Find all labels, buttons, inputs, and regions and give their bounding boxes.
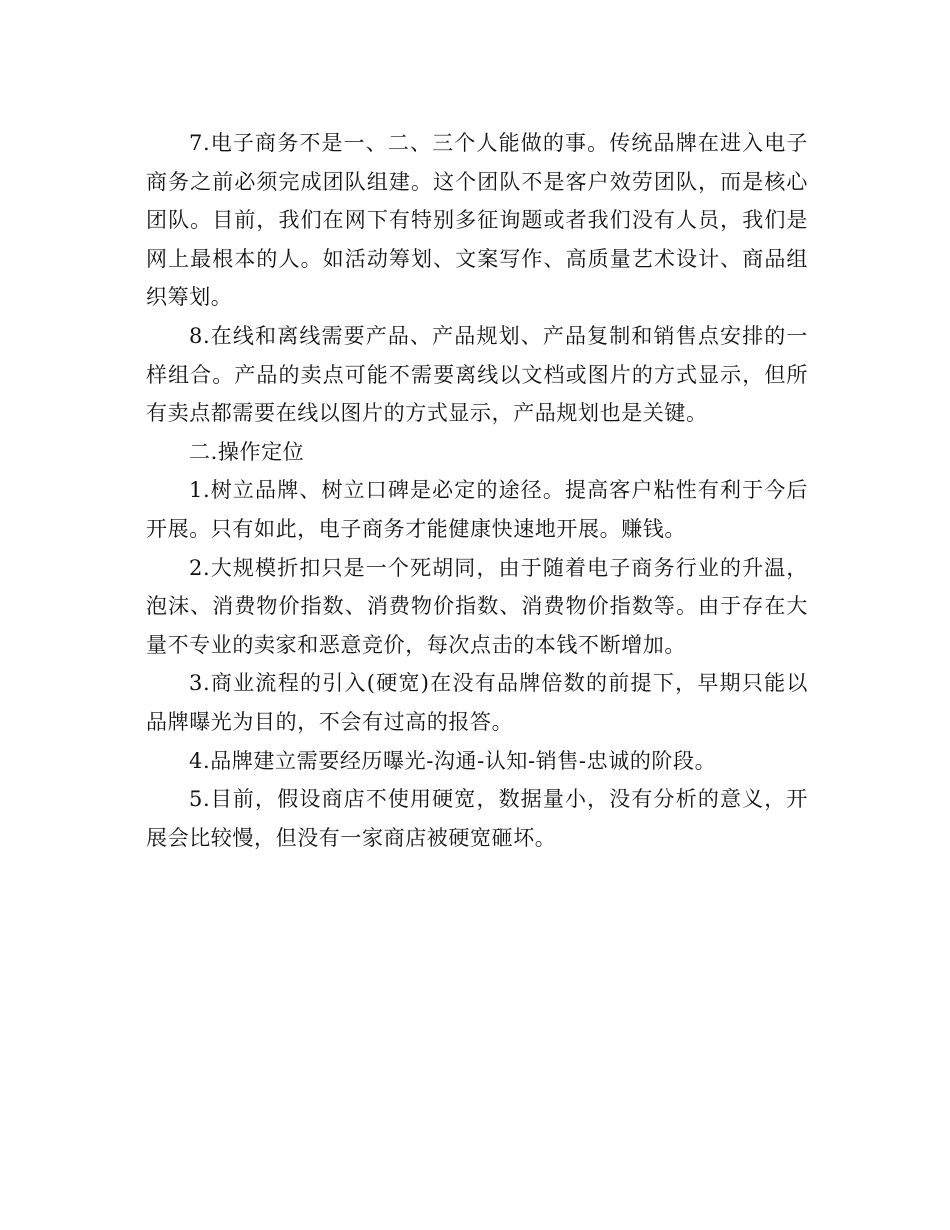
- paragraph-2: 2.大规模折扣只是一个死胡同，由于随着电子商务行业的升温，泡沫、消费物价指数、消费物价指数、消费物价指数等。由于存在大量不专业的卖家和恶意竞价，每次点击的本钱不断增加。: [146, 555, 808, 657]
- paragraph-8: 8.在线和离线需要产品、产品规划、产品复制和销售点安排的一样组合。产品的卖点可能不需要离线以文档或图片的方式显示，但所有卖点都需要在线以图片的方式显示，产品规划也是关键。: [146, 323, 808, 426]
- paragraph-7: 7.电子商务不是一、二、三个人能做的事。传统品牌在进入电子商务之前必须完成团队组建。这个团队不是客户效劳团队，而是核心团队。目前，我们在网下有特别多征询题或者我们没有人员，我们是网上最根本的人。如活动筹划、文案写作、高质量艺术设计、商品组织筹划。: [146, 131, 808, 310]
- paragraph-4: 4.品牌建立需要经历曝光-沟通-认知-销售-忠诚的阶段。: [189, 748, 717, 773]
- paragraph-1: 1.树立品牌、树立口碑是必定的途径。提高客户粘性有利于今后开展。只有如此，电子商务才能健康快速地开展。赚钱。: [146, 478, 808, 541]
- document-body: [146, 124, 808, 857]
- section-heading-operation-positioning: 二.操作定位: [189, 439, 305, 464]
- paragraph-5: 5.目前，假设商店不使用硬宽，数据量小，没有分析的意义，开展会比较慢，但没有一家商店被硬宽砸坏。: [146, 787, 808, 850]
- paragraph-3: 3.商业流程的引入(硬宽)在没有品牌倍数的前提下，早期只能以品牌曝光为目的，不会有过高的报答。: [146, 671, 808, 734]
